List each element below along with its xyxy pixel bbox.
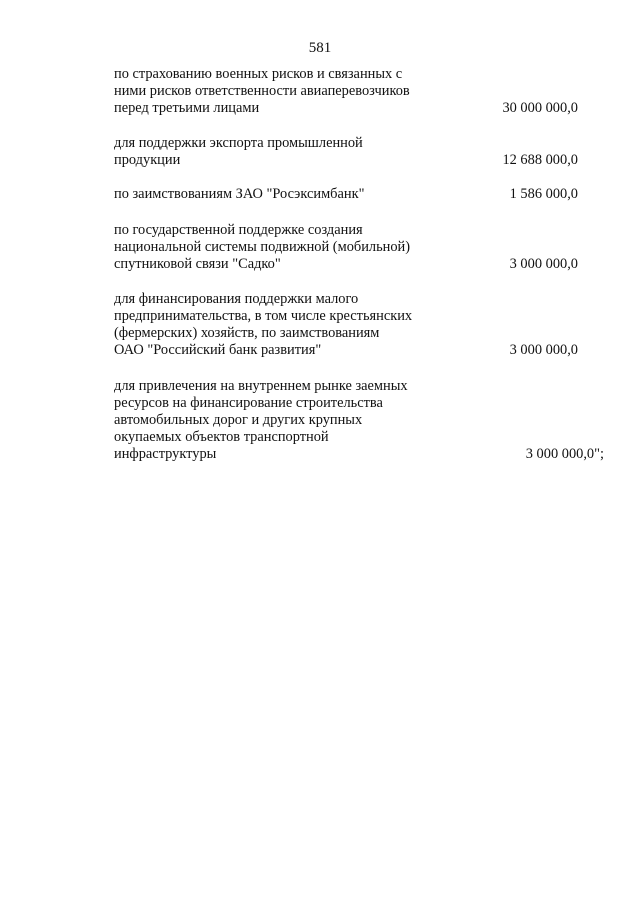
entry-amount: 3 000 000,0"; [525, 446, 604, 462]
entry-line: ресурсов на финансирование строительства [114, 395, 383, 411]
entry-line: национальной системы подвижной (мобильной) [114, 239, 411, 255]
entry-description [114, 186, 444, 203]
entry-line: по государственной поддержке создания [114, 222, 363, 238]
entry-line: по заимствованиям ЗАО "Росэксимбанк" [114, 186, 365, 202]
budget-entry [114, 291, 604, 359]
entry-description [114, 378, 444, 463]
budget-entry [114, 66, 604, 117]
budget-entry [114, 378, 604, 463]
entry-line: продукции [114, 152, 181, 168]
entry-amount: 1 586 000,0 [509, 186, 578, 202]
entry-line: (фермерских) хозяйств, по заимствованиям [114, 325, 380, 341]
entry-line: окупаемых объектов транспортной [114, 429, 329, 445]
entry-amount: 12 688 000,0 [502, 152, 578, 168]
entry-line: инфраструктуры [114, 446, 217, 462]
entry-line: для поддержки экспорта промышленной [114, 135, 363, 151]
entry-line: для финансирования поддержки малого [114, 291, 359, 307]
entry-amount: 3 000 000,0 [509, 342, 578, 358]
entry-line: по страхованию военных рисков и связанных с [114, 66, 403, 82]
entry-description [114, 291, 444, 359]
entry-line: ними рисков ответственности авиаперевозчиков [114, 83, 410, 99]
page-number: 581 [308, 40, 332, 56]
budget-entry [114, 135, 604, 169]
entry-line: перед третьими лицами [114, 100, 260, 116]
budget-entry [114, 222, 604, 273]
entry-line: спутниковой связи "Садко" [114, 256, 281, 272]
entry-amount: 3 000 000,0 [509, 256, 578, 272]
entry-line: ОАО "Российский банк развития" [114, 342, 322, 358]
entry-line: для привлечения на внутреннем рынке заемных [114, 378, 408, 394]
entry-description [114, 66, 444, 117]
budget-entry [114, 186, 604, 203]
entry-line: автомобильных дорог и других крупных [114, 412, 363, 428]
entry-line: предпринимательства, в том числе крестьянских [114, 308, 413, 324]
entry-description [114, 222, 444, 273]
entry-amount: 30 000 000,0 [502, 100, 578, 116]
entry-description [114, 135, 444, 169]
